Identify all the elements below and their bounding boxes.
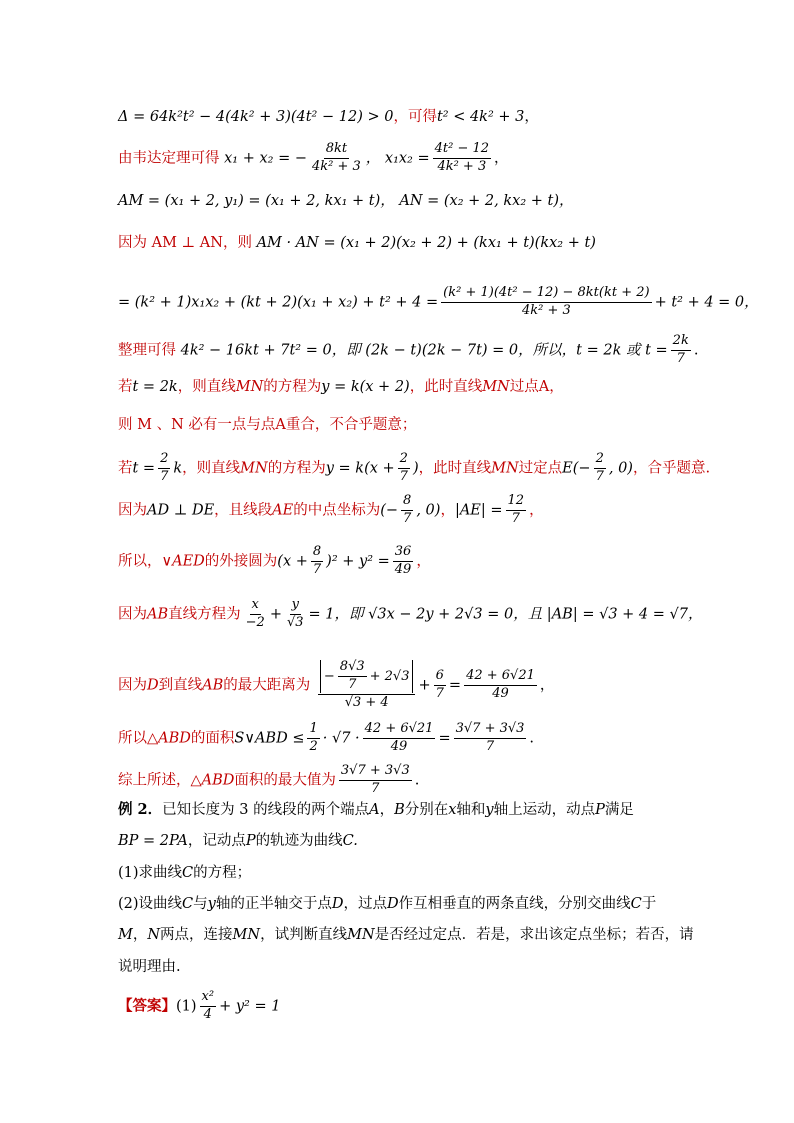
solution-line-5 xyxy=(118,285,759,319)
example-2-part-2-line-1 xyxy=(118,897,754,912)
text: 因为 xyxy=(118,606,147,623)
discriminant-expression: Δ = 64k²t² − 4(4k² + 3)(4t² − 12) > 0 xyxy=(118,109,394,125)
text: 的面积 xyxy=(190,730,235,747)
example-2-part-2-line-3: 说明理由. xyxy=(118,959,181,975)
example-2-part-2-line-2 xyxy=(118,928,754,943)
text: ， xyxy=(132,927,148,943)
denominator: 7 xyxy=(403,510,412,526)
answer-label: 【答案】 xyxy=(118,997,176,1015)
math: C xyxy=(182,896,194,912)
text: 过点A， xyxy=(509,379,564,395)
text: ，此时直线 xyxy=(409,379,483,395)
fraction xyxy=(506,494,527,527)
text: ，可得 xyxy=(393,109,437,125)
math: y xyxy=(485,802,494,818)
fraction xyxy=(158,452,170,485)
math: S∨ABD ≤ xyxy=(234,730,305,747)
math: t = 2k xyxy=(132,379,178,395)
math: = 1，即 √3x − 2y + 2√3 = 0，且 |AB| = √3 + 4 = √7， xyxy=(308,606,703,623)
text: ， xyxy=(440,502,455,519)
text: 轴和 xyxy=(456,802,486,818)
math: D xyxy=(331,896,344,912)
numerator: 2 xyxy=(398,452,410,469)
text: 过定点 xyxy=(518,460,563,477)
fraction xyxy=(311,545,323,578)
math: △ABD xyxy=(190,772,235,789)
text: 的外接圆为 xyxy=(204,553,278,570)
denominator: 49 xyxy=(492,685,509,701)
math: BP = 2PA xyxy=(118,833,188,849)
numerator: 8 xyxy=(311,545,323,562)
solution-line-14 xyxy=(118,722,754,755)
text: 的最大距离为 xyxy=(223,677,311,694)
denominator: 7 xyxy=(371,780,380,796)
math: AB xyxy=(147,606,169,623)
solution-line-3: AM = (x₁ + 2, y₁) = (x₁ + 2, kx₁ + t)， AN = (x₂ + 2, kx₂ + t)， xyxy=(118,193,574,209)
math: ) xyxy=(412,460,419,477)
denominator: 7 xyxy=(399,468,408,484)
denominator: 7 xyxy=(676,350,685,366)
numerator: (k² + 1)(4t² − 12) − 8kt(kt + 2) xyxy=(441,286,651,303)
denominator: 7 xyxy=(312,561,322,577)
denominator: 49 xyxy=(390,738,408,754)
text: 两点，连接 xyxy=(160,927,233,943)
solution-line-15 xyxy=(118,764,754,797)
text: 与 xyxy=(193,896,208,912)
example-2-part-1 xyxy=(118,866,754,881)
text: ，试判断直线 xyxy=(260,927,348,943)
math: E(− xyxy=(562,460,591,477)
text: 轴的正半轴交于点 xyxy=(215,896,332,912)
math: t = xyxy=(132,460,156,477)
numerator: 42 + 6√21 xyxy=(363,722,436,739)
fraction xyxy=(310,142,363,175)
math: MN xyxy=(232,927,261,943)
fraction xyxy=(393,545,414,578)
numerator xyxy=(318,660,416,695)
fraction xyxy=(307,722,319,755)
example-2-line-2 xyxy=(118,834,754,849)
term: + 2√3 xyxy=(369,668,410,684)
math: MN xyxy=(347,927,375,943)
plus-sign: + xyxy=(418,677,431,694)
denominator: −2 xyxy=(245,614,265,630)
denominator: 7 xyxy=(595,468,604,484)
text: 是否经过定点．若是，求出该定点坐标；若否，请 xyxy=(374,927,694,943)
fraction xyxy=(454,722,527,755)
numerator: 12 xyxy=(506,494,527,511)
denominator: 7 xyxy=(348,676,357,692)
text: 若 xyxy=(118,460,133,477)
math: MN xyxy=(235,379,264,395)
text: 轴上运动，动点 xyxy=(493,802,596,818)
solution-line-8: 则 M 、N 必有一点与点A重合，不合乎题意； xyxy=(118,417,417,433)
denominator: 7 xyxy=(435,685,444,701)
math: AB xyxy=(202,677,224,694)
math: MN xyxy=(482,379,510,395)
text: (2)设曲线 xyxy=(118,896,183,912)
math: MN xyxy=(491,460,519,477)
text: 综上所述， xyxy=(118,772,191,789)
text: ， xyxy=(539,677,555,694)
text: 因为 xyxy=(118,502,147,519)
math: C. xyxy=(342,833,358,849)
math: + y² = 1 xyxy=(219,998,281,1015)
text: ，过点 xyxy=(343,896,387,912)
math: △ABD xyxy=(147,730,191,747)
numerator: 8kt xyxy=(324,142,349,159)
solution-line-6: 整理可得 4k² − 16kt + 7t² = 0，即 (2k − t)(2k − 7t) = 0，所以，t = 2k 或 t = $\frac{2k}{7}$ . xyxy=(118,333,699,366)
denominator: 4k² + 3 xyxy=(437,158,487,174)
solution-line-13 xyxy=(118,660,754,711)
math: · √7 · xyxy=(322,730,360,747)
plus-sign: + xyxy=(269,606,282,623)
text: ，则直线 xyxy=(182,460,241,477)
text: (1) xyxy=(176,998,197,1015)
text: 满足 xyxy=(604,802,634,818)
text: 作互相垂直的两条直线，分别交曲线 xyxy=(398,896,631,912)
math: AD ⊥ DE xyxy=(147,502,215,519)
equals-sign: = xyxy=(448,677,462,694)
answer-line xyxy=(118,990,754,1023)
text: 所以， xyxy=(118,553,162,570)
numerator: y xyxy=(290,598,301,615)
denominator: 4k² + 3 xyxy=(521,302,571,318)
text: ， xyxy=(529,502,544,519)
numerator: 2 xyxy=(158,452,170,469)
text: 分别在 xyxy=(404,802,449,818)
math: )² + y² = xyxy=(326,553,390,570)
text: 的方程； xyxy=(193,865,252,881)
math: y = k(x + 2) xyxy=(321,379,410,395)
solution-line-11 xyxy=(118,545,754,578)
numerator: 3√7 + 3√3 xyxy=(339,764,412,781)
numerator: 6 xyxy=(434,669,446,686)
text: ，记动点 xyxy=(187,833,246,849)
math: , 0) xyxy=(416,502,441,519)
distance-fraction xyxy=(318,660,416,711)
math: ∨AED xyxy=(161,553,205,570)
math: AE xyxy=(272,502,294,519)
math: (− xyxy=(380,502,399,519)
math: x xyxy=(448,802,457,818)
text: 所以 xyxy=(118,730,147,747)
text: 整理可得 xyxy=(118,342,176,359)
math: 4k² − 16kt + 7t² = 0，即 (2k − t)(2k − 7t) = 0，所以，t = 2k 或 t = xyxy=(180,342,668,359)
solution-line-2: 由韦达定理可得 x₁ + x₂ = − $\frac{8kt}{\text{4k² + 3}}$ ， x₁x₂ = $\frac{\text{4t² − 12}}{\text{4k² + 3}}$ ， xyxy=(118,141,509,174)
text: (1)求曲线 xyxy=(118,865,183,881)
math: MN xyxy=(240,460,268,477)
numerator: 36 xyxy=(393,545,414,562)
denominator: 2 xyxy=(309,738,318,754)
fraction xyxy=(363,722,436,755)
solution-line-10 xyxy=(118,494,754,527)
text: 的中点坐标为 xyxy=(293,502,381,519)
numerator: 8 xyxy=(401,494,413,511)
fraction xyxy=(244,598,267,631)
math: y xyxy=(207,896,216,912)
equals-sign: = xyxy=(438,730,451,747)
text: 若 xyxy=(118,379,133,395)
denominator: 4 xyxy=(203,1006,212,1022)
math: C xyxy=(182,865,194,881)
fraction xyxy=(433,142,491,175)
text: 因为 AM ⊥ AN，则 xyxy=(118,235,252,251)
text: ，此时直线 xyxy=(418,460,492,477)
fraction xyxy=(285,598,306,631)
numerator: 2 xyxy=(594,452,606,469)
solution-line-4 xyxy=(118,236,754,251)
text: ，则直线 xyxy=(177,379,236,395)
denominator: √3 + 4 xyxy=(344,694,389,710)
numerator: x² xyxy=(200,990,217,1007)
solution-line-7 xyxy=(118,380,754,395)
numerator: 8√3 xyxy=(338,660,367,677)
text: 直线方程为 xyxy=(168,606,241,623)
text: ，合乎题意. xyxy=(632,460,711,477)
fraction xyxy=(401,494,413,527)
denominator: 4k² + 3 xyxy=(311,158,361,174)
text: 的方程为 xyxy=(267,460,326,477)
math: + t² + 4 = 0， xyxy=(654,294,759,311)
solution-line-12 xyxy=(118,598,754,631)
numerator: 3√7 + 3√3 xyxy=(454,722,527,739)
text: ， xyxy=(416,553,431,570)
math: D xyxy=(387,896,399,912)
inequality: t² < 4k² + 3 xyxy=(436,109,525,125)
denominator: 7 xyxy=(160,468,169,484)
fraction xyxy=(339,764,412,797)
text: 因为 xyxy=(118,677,147,694)
solution-line-9 xyxy=(118,452,754,485)
text: 于 xyxy=(641,896,657,912)
math: B xyxy=(394,802,405,818)
text: . xyxy=(414,772,420,789)
example-2-line-1 xyxy=(118,803,754,818)
denominator: 7 xyxy=(511,510,520,526)
math: M xyxy=(118,927,133,943)
math: N xyxy=(147,927,161,943)
fraction xyxy=(441,286,651,319)
inner-fraction xyxy=(338,660,367,693)
fraction xyxy=(398,452,410,485)
text: 的轨迹为曲线 xyxy=(255,833,343,849)
math: C xyxy=(630,896,642,912)
numerator: x xyxy=(250,598,261,615)
math: y = k(x + xyxy=(325,460,395,477)
fraction xyxy=(200,990,217,1023)
math: P xyxy=(245,833,256,849)
text: . xyxy=(529,730,535,747)
numerator: 1 xyxy=(307,722,319,739)
fraction xyxy=(671,334,691,367)
math: P xyxy=(595,802,605,818)
text: 已知长度为 3 的线段的两个端点 xyxy=(162,802,370,818)
numerator: 2k xyxy=(671,334,691,351)
text: 由韦达定理可得 xyxy=(118,150,220,167)
math: |AE| = xyxy=(454,502,503,519)
math: x₁ + x₂ = − xyxy=(224,150,307,167)
text: 的方程为 xyxy=(263,379,322,395)
text: ，且线段 xyxy=(214,502,273,519)
math: k xyxy=(173,460,183,477)
math: ， x₁x₂ = xyxy=(365,150,430,167)
numerator: 4t² − 12 xyxy=(433,142,491,159)
math: D xyxy=(147,677,159,694)
denominator: √3 xyxy=(286,614,304,630)
text: 面积的最大值为 xyxy=(234,772,336,789)
minus: − xyxy=(323,668,335,684)
math: (x + xyxy=(277,553,308,570)
solution-line-1: Δ = 64k²t² − 4(4k² + 3)(4t² − 12) > 0，可得t² < 4k² + 3， xyxy=(118,109,539,125)
math: AM · AN = (x₁ + 2)(x₂ + 2) + (kx₁ + t)(kx₂ + t) xyxy=(256,235,596,251)
math: = (k² + 1)x₁x₂ + (kt + 2)(x₁ + x₂) + t² + 4 = xyxy=(118,294,439,311)
numerator: 42 + 6√21 xyxy=(464,669,537,686)
fraction xyxy=(594,452,606,485)
math: , 0) xyxy=(608,460,633,477)
fraction xyxy=(434,669,446,702)
fraction xyxy=(464,669,537,702)
text: 到直线 xyxy=(158,677,203,694)
denominator: 7 xyxy=(485,738,495,754)
example-label: 例 2． xyxy=(118,801,163,818)
denominator: 49 xyxy=(394,561,412,577)
math: A xyxy=(369,802,380,818)
text: ， xyxy=(379,802,395,818)
